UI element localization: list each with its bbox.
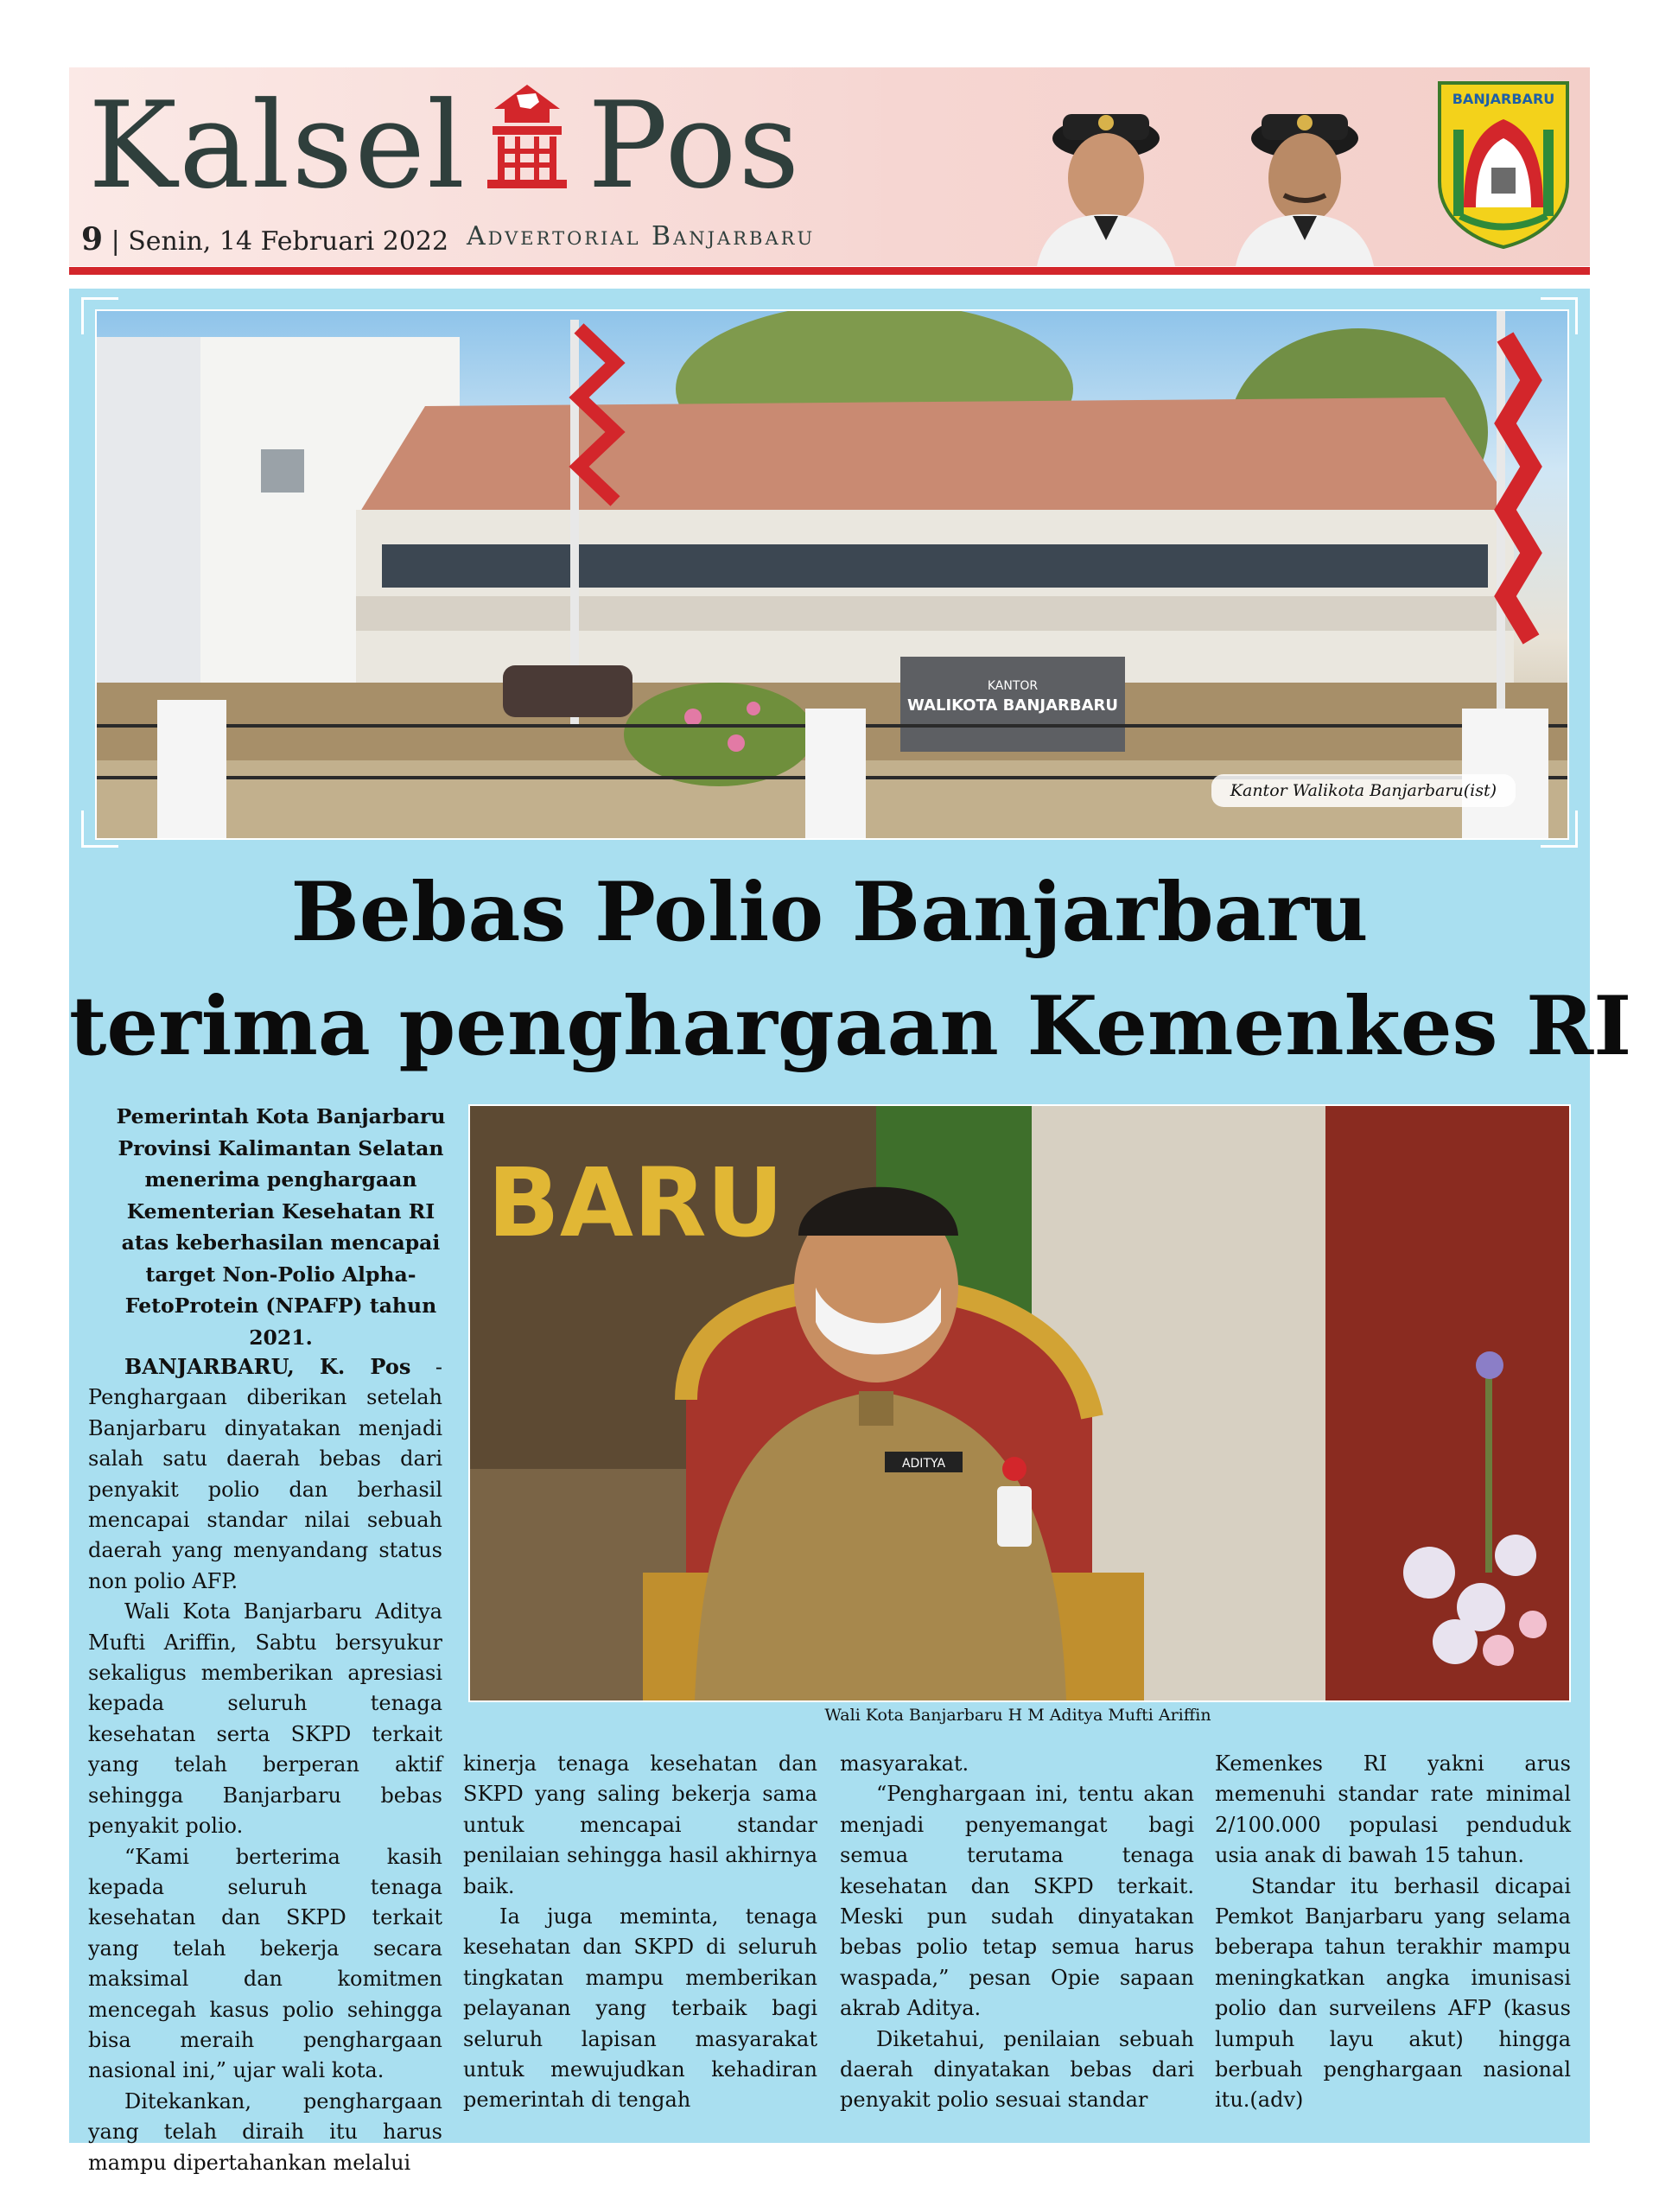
frame-corner xyxy=(1541,297,1578,334)
article-lead: Pemerintah Kota Banjarbaru Provinsi Kalimantan Selatan menerima penghargaan Kementerian Kesehatan RI atas keberhasilan mencapai target Non-Polio Alpha-FetoProtein (NPAFP) tahun 2021. xyxy=(116,1104,446,1350)
paragraph: “Kami berterima kasih kepada seluruh tenaga kesehatan dan SKPD terkait yang telah bekerja secara maksimal dan komitmen mencegah kasus polio sehingga bisa meraih penghargaan nasional ini,” ujar wali kota. xyxy=(88,1844,442,2083)
paragraph: Wali Kota Banjarbaru Aditya Mufti Ariffin, Sabtu bersyukur sekaligus memberikan apresiasi kepada seluruh tenaga kesehatan serta SKPD terkait yang telah berperan aktif sehingga Banjarbaru bebas penyakit polio. xyxy=(88,1599,442,1839)
masthead xyxy=(69,67,1590,266)
paragraph: Standar itu berhasil dicapai Pemkot Banjarbaru yang selama beberapa tahun terakhir mampu meningkatkan angka imunisasi polio dan surveilens AFP (kasus lumpuh layu akut) hingga berbuah penghargaan nasional itu.(adv) xyxy=(1215,1873,1571,2113)
frame-corner xyxy=(81,810,118,848)
gazebo-emblem-icon xyxy=(475,83,579,195)
mayor-portrait xyxy=(1011,85,1201,266)
logo-word-left: Kalsel xyxy=(88,76,467,215)
paragraph: kinerja tenaga kesehatan dan SKPD yang saling bekerja sama untuk mencapai standar penilaian sehingga hasil akhirnya baik. xyxy=(463,1751,817,1898)
paragraph: Diketahui, penilaian sebuah daerah dinyatakan bebas dari penyakit polio sesuai standar xyxy=(840,2026,1194,2113)
article-headline xyxy=(69,855,1632,1084)
vice-mayor-portrait xyxy=(1210,85,1400,266)
building-sign-line2: WALIKOTA BANJARBARU xyxy=(907,696,1118,715)
masthead-rule xyxy=(69,267,1590,275)
paragraph: - Penghargaan diberikan setelah Banjarbaru dinyatakan menjadi salah satu daerah bebas dari penyakit polio dan berhasil mencapai standar nilai sebuah daerah yang menyandang status non polio AFP. xyxy=(88,1355,442,1593)
article-panel xyxy=(69,289,1632,2175)
page-number: 9 xyxy=(81,221,104,257)
frame-corner xyxy=(1541,810,1578,848)
headline-line-2: terima penghargaan Kemenkes RI xyxy=(69,979,1632,1074)
frame-corner xyxy=(81,297,118,334)
mayor-photo xyxy=(468,1104,1571,1702)
headline-line-1: Bebas Polio Banjarbaru xyxy=(290,865,1369,960)
building-sign-line1: KANTOR xyxy=(987,679,1039,693)
section-title: Advertorial Banjarbaru xyxy=(467,221,816,251)
body-column-2 xyxy=(463,1749,817,2116)
mayor-photo-caption: Wali Kota Banjarbaru H M Aditya Mufti Ariffin xyxy=(824,1706,1211,1725)
name-badge-text: ADITYA xyxy=(901,1457,946,1471)
logo-word-right: Pos xyxy=(588,76,802,215)
paragraph: “Penghargaan ini, tentu akan menjadi penyemangat bagi semua terutama tenaga kesehatan dan SKPD terkait. Meski pun sudah dinyatakan bebas polio tetap semua harus waspada,” pesan Opie sapaan akrab Aditya. xyxy=(840,1782,1194,2021)
paragraph: masyarakat. xyxy=(840,1751,969,1776)
dateline-byline: BANJARBARU, K. Pos xyxy=(124,1354,411,1379)
office-building-photo xyxy=(95,309,1569,840)
dateline xyxy=(81,221,448,257)
body-column-4 xyxy=(1215,1749,1571,2116)
photo-wall-text: BARU xyxy=(487,1147,784,1258)
body-column-1 xyxy=(88,1351,442,2178)
issue-date: | Senin, 14 Februari 2022 xyxy=(111,226,449,257)
newspaper-logo xyxy=(88,76,802,215)
crest-label: BANJARBARU xyxy=(1452,91,1555,107)
paragraph: Ditekankan, penghargaan yang telah diraih itu harus mampu dipertahankan melalui xyxy=(88,2088,442,2175)
body-column-3 xyxy=(840,1749,1194,2116)
hero-photo-caption: Kantor Walikota Banjarbaru(ist) xyxy=(1211,774,1516,807)
paragraph: Kemenkes RI yakni arus memenuhi standar rate minimal 2/100.000 populasi penduduk usia anak di bawah 15 tahun. xyxy=(1215,1751,1571,1868)
paragraph: Ia juga meminta, tenaga kesehatan dan SKPD di seluruh tingkatan mampu memberikan pelayanan yang terbaik bagi seluruh lapisan masyarakat untuk mewujudkan kehadiran pemerintah di tengah xyxy=(463,1904,817,2113)
banjarbaru-crest xyxy=(1434,78,1573,251)
